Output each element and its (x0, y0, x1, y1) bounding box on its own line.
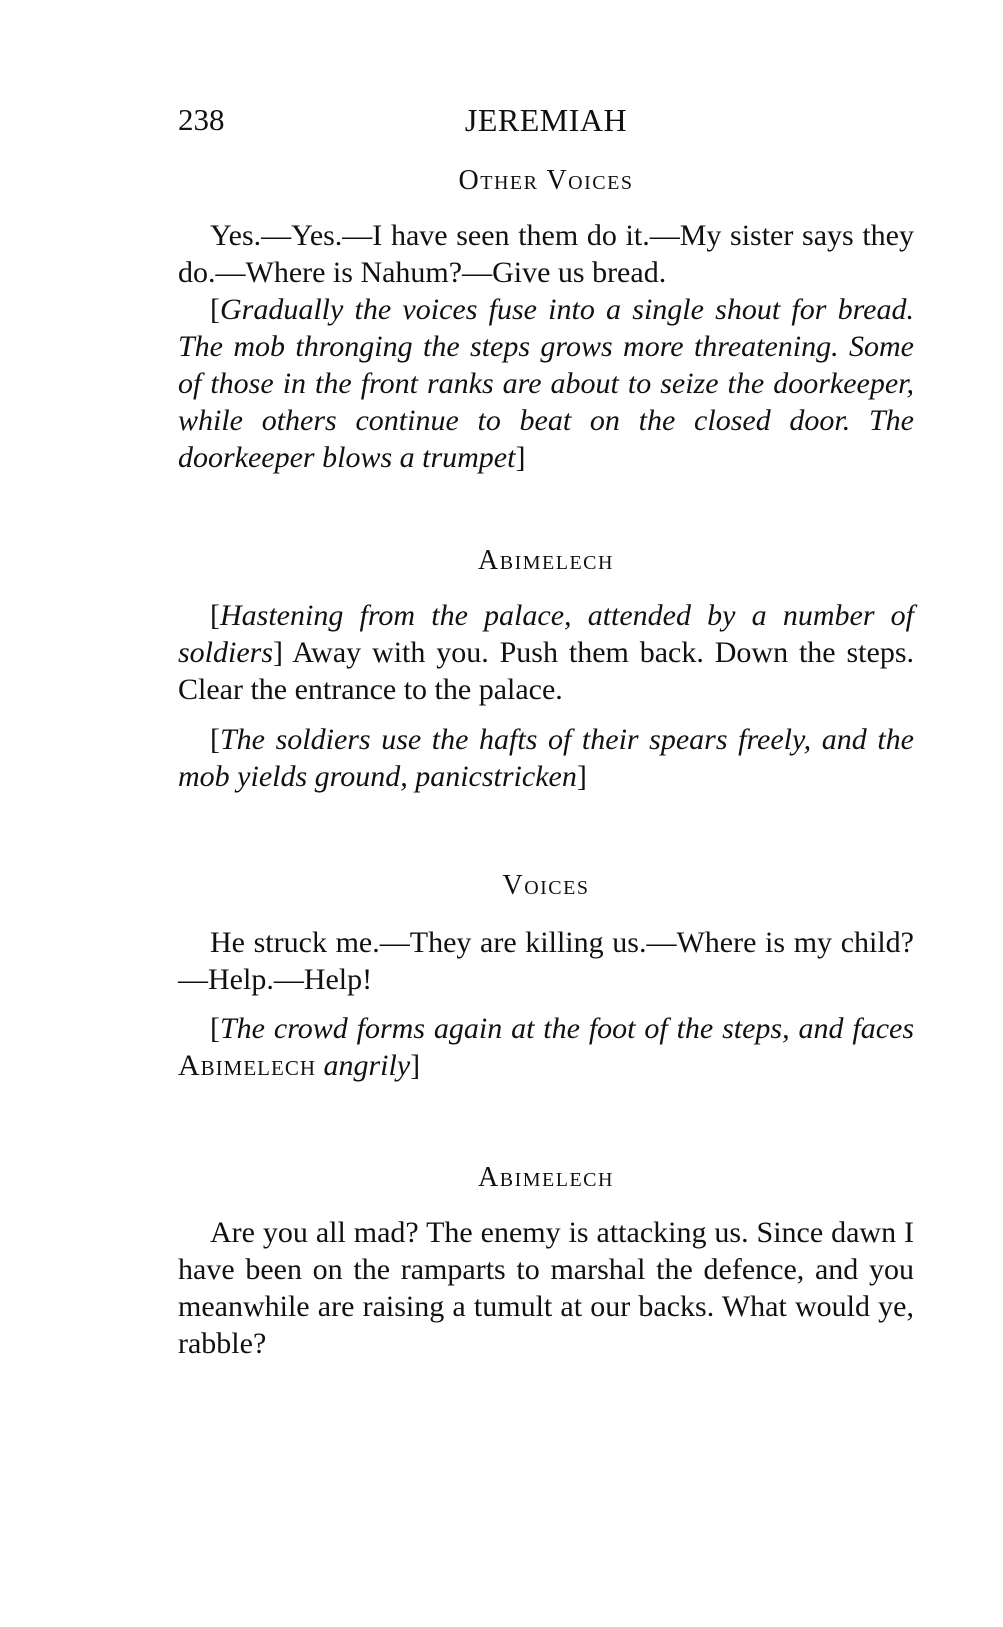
stage-direction-block (178, 721, 914, 795)
speech-block-abimelech-2 (178, 1162, 914, 1194)
stage-direction: [The crowd forms again at the foot of the steps, and faces Abimelech angrily] (178, 1012, 914, 1082)
speech-text: Yes.—Yes.—I have seen them do it.—My sister says they do.—Where is Nahum?—Give us bread. (178, 219, 914, 289)
character-name: Abimelech (178, 1049, 316, 1082)
running-title: JEREMIAH (464, 102, 628, 138)
speech-text-body: Away with you. Push them back. Down the steps. Clear the entrance to the palace. (178, 636, 914, 706)
speech-text: Are you all mad? The enemy is attacking us. Since dawn I have been on the ramparts to marshal the defence, and you meanwhile are raising a tumult at our backs. What would ye, rabble? (178, 1216, 914, 1360)
speech-text-block (178, 597, 914, 708)
speaker-heading: Voices (502, 870, 590, 901)
speaker-heading: Abimelech (478, 545, 614, 576)
speaker-heading: Abimelech (478, 1162, 614, 1193)
stage-direction: [The soldiers use the hafts of their spears freely, and the mob yields ground, panicstricken] (178, 723, 914, 793)
speech-block-abimelech (178, 545, 914, 577)
page-number: 238 (178, 102, 225, 137)
stage-direction-text: The soldiers use the hafts of their spears freely, and the mob yields ground, panicstricken (178, 723, 914, 793)
speech-text: [Hastening from the palace, attended by a number of soldiers] Away with you. Push them back. Down the steps. Clear the entrance to the palace. (178, 599, 914, 706)
stage-direction: [Gradually the voices fuse into a single shout for bread. The mob thronging the steps grows more threatening. Some of those in the front ranks are about to seize the doorkeeper, while others continue to beat on the closed door. The doorkeeper blows a trumpet] (178, 293, 914, 474)
speech-text: He struck me.—They are killing us.—Where is my child?—Help.—Help! (178, 926, 914, 996)
speech-block-voices (178, 870, 914, 902)
speech-text-block (178, 217, 914, 476)
speech-block-other-voices (178, 165, 914, 197)
speech-text-block (178, 1214, 914, 1362)
speech-text-block (178, 924, 914, 998)
inline-stage-direction: Hastening from the palace, attended by a number of soldiers (178, 599, 914, 669)
stage-direction-text: Gradually the voices fuse into a single shout for bread. The mob thronging the steps grows more threatening. Some of those in the front ranks are about to seize the doorkeeper, while others continue to beat on the closed door. The doorkeeper blows a trumpet (178, 293, 914, 474)
stage-direction-block (178, 1010, 914, 1084)
page-header (178, 102, 914, 146)
stage-direction-text: The crowd forms again at the foot of the steps, and faces (220, 1012, 914, 1045)
speaker-heading: Other Voices (458, 165, 634, 196)
stage-direction-text: angrily (323, 1049, 411, 1082)
